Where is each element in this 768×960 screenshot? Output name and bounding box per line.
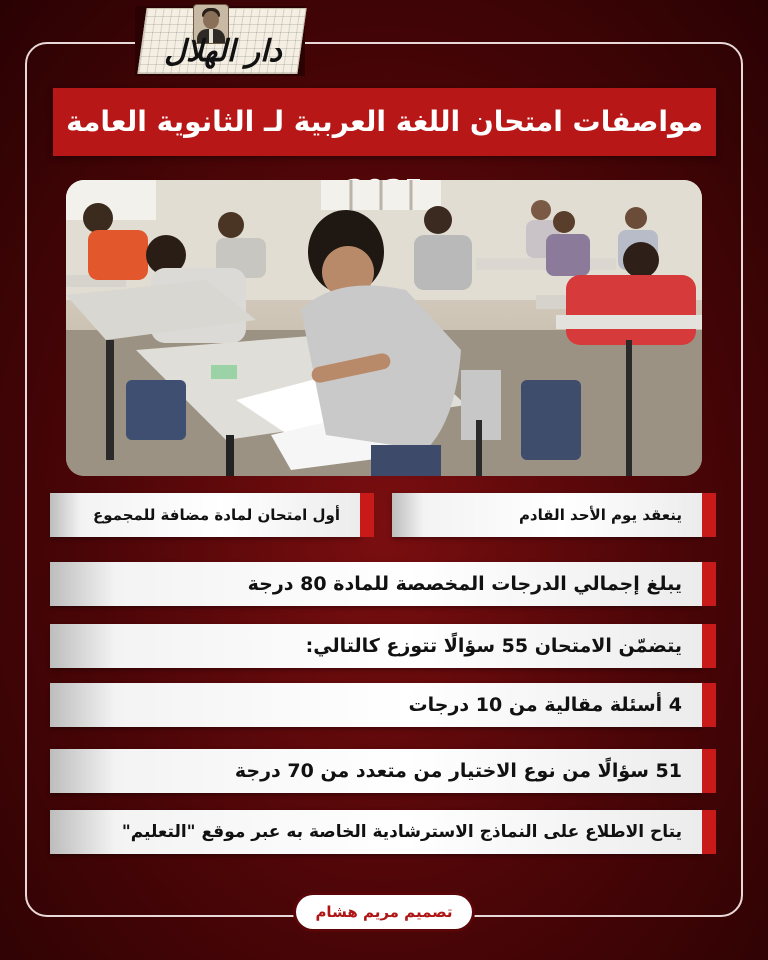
fact-exam-date-text: ينعقد يوم الأحد القادم (518, 506, 682, 524)
fact-first-added-subject-text: أول امتحان لمادة مضافة للمجموع (93, 506, 340, 524)
brand-logo: دار الهلال (164, 34, 282, 69)
fact-question-count-text: يتضمّن الامتحان 55 سؤالًا تتوزع كالتالي: (305, 635, 682, 657)
fact-sample-models-text: يتاح الاطلاع على النماذج الاسترشادية الخاصة به عبر موقع "التعليم" (121, 822, 682, 842)
fact-question-count (50, 624, 702, 668)
fact-first-added-subject (50, 493, 360, 537)
fact-essay-questions (50, 683, 702, 727)
fact-exam-date (392, 493, 702, 537)
classroom-exam-photo (66, 180, 702, 476)
fact-sample-models (50, 810, 702, 854)
page-title: مواصفات امتحان اللغة العربية لـ الثانوية العامة (53, 88, 716, 156)
designer-credit: تصميم مريم هشام (296, 895, 472, 929)
fact-mcq-questions (50, 749, 702, 793)
fact-total-marks (50, 562, 702, 606)
fact-total-marks-text: يبلغ إجمالي الدرجات المخصصة للمادة 80 درجة (247, 573, 682, 595)
fact-mcq-questions-text: 51 سؤالًا من نوع الاختيار من متعدد من 70 درجة (234, 760, 682, 782)
fact-essay-questions-text: 4 أسئلة مقالية من 10 درجات (408, 694, 682, 716)
